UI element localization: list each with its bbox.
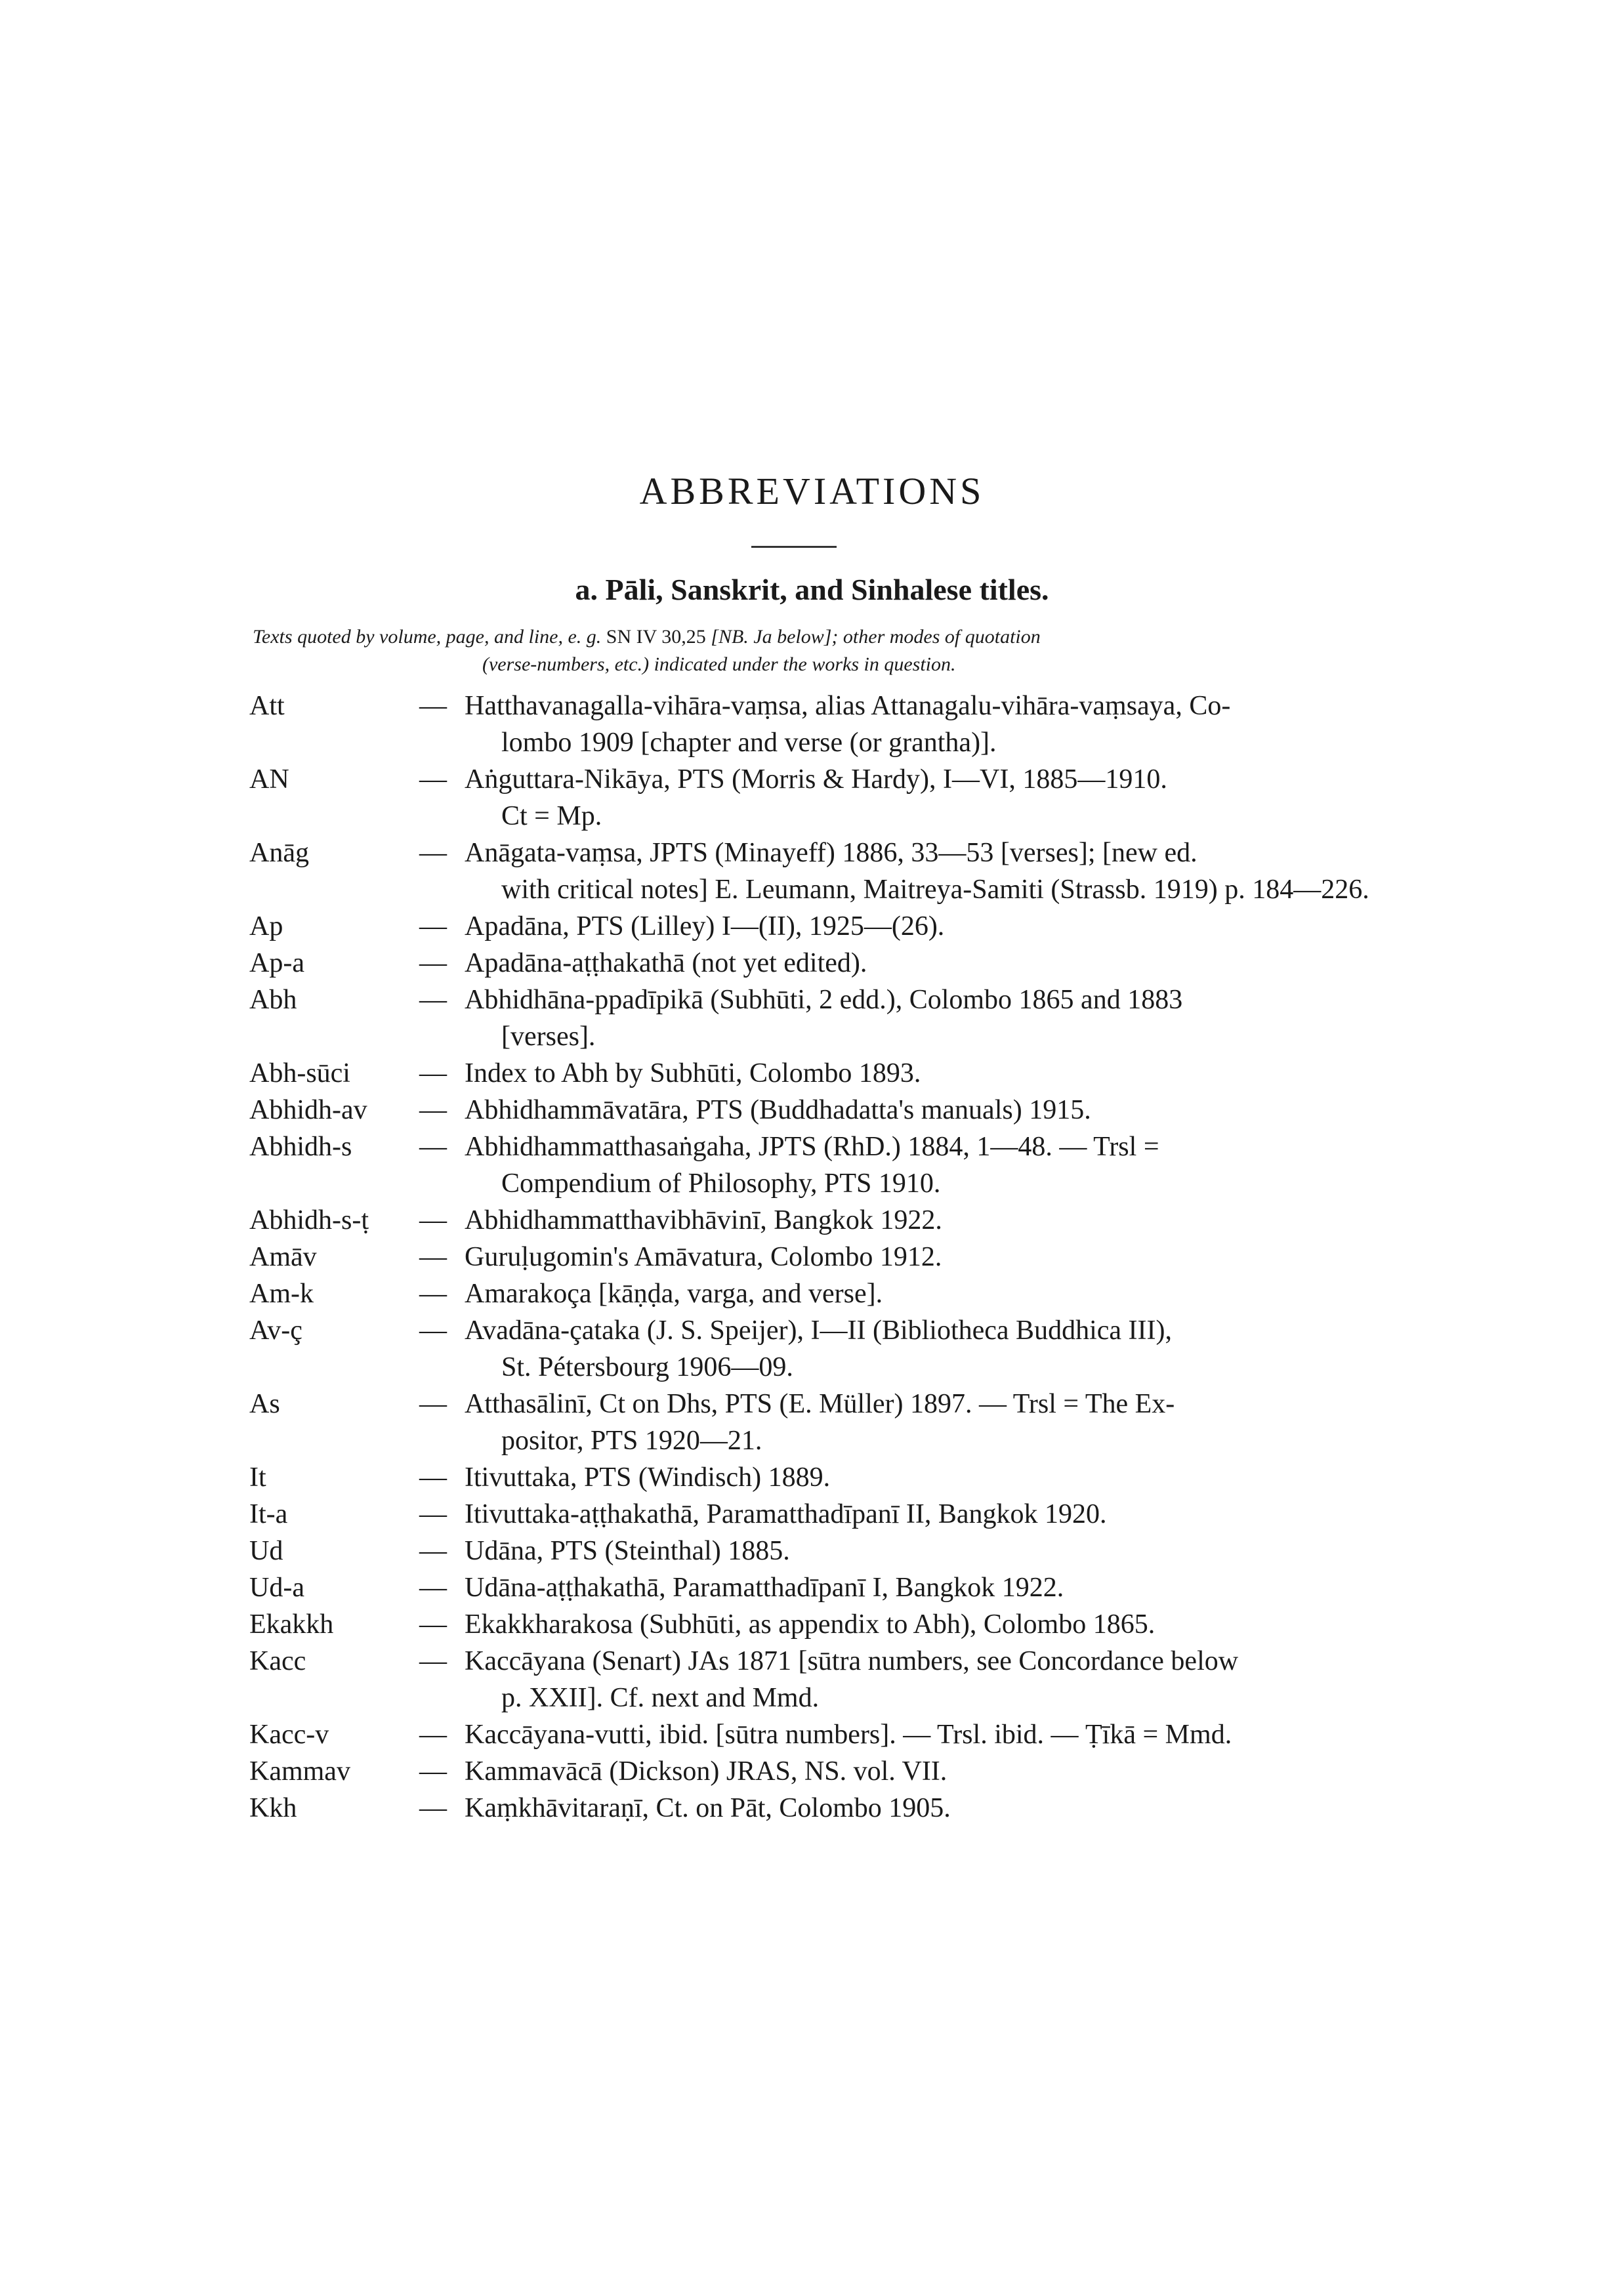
entry-abbreviation: Ekakkh bbox=[249, 1609, 334, 1640]
entry-description bbox=[465, 1055, 1404, 1092]
entry-abbreviation: Ud-a bbox=[249, 1573, 304, 1603]
page-title: ABBREVIATIONS bbox=[639, 470, 985, 512]
entry-description bbox=[465, 1239, 1404, 1275]
abbreviation-entry bbox=[249, 1716, 1404, 1753]
abbreviation-entry bbox=[249, 1496, 1404, 1533]
entry-text: Itivuttaka, PTS (Windisch) 1889. bbox=[465, 1462, 831, 1493]
abbreviation-entry bbox=[249, 1128, 1404, 1202]
abbreviation-entry bbox=[249, 908, 1404, 945]
entry-description bbox=[465, 1496, 1404, 1533]
entry-continuation: Compendium of Philosophy, PTS 1910. bbox=[501, 1168, 941, 1199]
entry-dash: — bbox=[419, 1756, 447, 1787]
abbreviation-entry bbox=[249, 1459, 1404, 1496]
entry-text: Abhidhāna-ppadīpikā (Subhūti, 2 edd.), Colombo 1865 and 1883 bbox=[465, 985, 1183, 1015]
entry-abbreviation: As bbox=[249, 1389, 280, 1419]
entry-abbreviation: Abhidh-s-ṭ bbox=[249, 1205, 369, 1235]
entry-dash: — bbox=[419, 1793, 447, 1823]
entry-text: Abhidhammatthavibhāvinī, Bangkok 1922. bbox=[465, 1205, 942, 1235]
entry-abbreviation: Ap-a bbox=[249, 948, 304, 978]
entry-description bbox=[465, 761, 1404, 835]
entry-text: Kammavācā (Dickson) JRAS, NS. vol. VII. bbox=[465, 1756, 947, 1787]
entry-description bbox=[465, 1716, 1404, 1753]
entry-continuation: [verses]. bbox=[501, 1022, 596, 1052]
entry-abbreviation: Av-ç bbox=[249, 1315, 302, 1346]
entry-description bbox=[465, 1275, 1404, 1312]
entry-description bbox=[465, 1569, 1404, 1606]
entry-description bbox=[465, 688, 1404, 761]
entry-description bbox=[465, 982, 1404, 1055]
entry-abbreviation: Ud bbox=[249, 1536, 283, 1566]
title-divider bbox=[751, 546, 837, 548]
entry-text: Kaccāyana-vutti, ibid. [sūtra numbers]. — Trsl. ibid. — Ṭīkā = Mmd. bbox=[465, 1720, 1232, 1750]
entry-dash: — bbox=[419, 1389, 447, 1419]
abbreviation-entry bbox=[249, 1239, 1404, 1275]
entry-description bbox=[465, 1202, 1404, 1239]
entry-abbreviation: Am-k bbox=[249, 1279, 314, 1309]
entry-dash: — bbox=[419, 764, 447, 795]
entry-dash: — bbox=[419, 985, 447, 1015]
entry-text: Amarakoça [kāṇḍa, varga, and verse]. bbox=[465, 1279, 883, 1309]
entry-description bbox=[465, 1533, 1404, 1569]
abbreviation-entry bbox=[249, 1790, 1404, 1827]
abbreviation-entry bbox=[249, 1533, 1404, 1569]
note-line1: Texts quoted by volume, page, and line, e. g. bbox=[253, 626, 606, 648]
abbreviation-entry bbox=[249, 1055, 1404, 1092]
entry-description bbox=[465, 1643, 1404, 1716]
entry-text: Index to Abh by Subhūti, Colombo 1893. bbox=[465, 1058, 921, 1088]
entry-abbreviation: Kacc-v bbox=[249, 1720, 329, 1750]
abbreviation-entry bbox=[249, 1386, 1404, 1459]
entry-abbreviation: Amāv bbox=[249, 1242, 317, 1272]
abbreviation-entry bbox=[249, 1092, 1404, 1128]
entry-text: Udāna, PTS (Steinthal) 1885. bbox=[465, 1536, 790, 1566]
abbreviation-entry bbox=[249, 1569, 1404, 1606]
entry-dash: — bbox=[419, 1499, 447, 1529]
entry-description bbox=[465, 1790, 1404, 1827]
entry-dash: — bbox=[419, 1242, 447, 1272]
entry-text: Kaṃkhāvitaraṇī, Ct. on Pāt, Colombo 1905. bbox=[465, 1793, 951, 1823]
entry-continuation: p. XXII]. Cf. next and Mmd. bbox=[501, 1683, 820, 1713]
entry-dash: — bbox=[419, 1279, 447, 1309]
entry-text: Abhidhammāvatāra, PTS (Buddhadatta's manuals) 1915. bbox=[465, 1095, 1091, 1125]
abbreviation-entry bbox=[249, 835, 1404, 908]
entry-dash: — bbox=[419, 911, 447, 941]
entry-dash: — bbox=[419, 1315, 447, 1346]
abbreviation-entry bbox=[249, 1275, 1404, 1312]
section-subtitle: a. Pāli, Sanskrit, and Sinhalese titles. bbox=[575, 573, 1049, 606]
entry-continuation: St. Pétersbourg 1906—09. bbox=[501, 1352, 793, 1382]
entry-dash: — bbox=[419, 1573, 447, 1603]
entry-dash: — bbox=[419, 838, 447, 868]
entry-continuation: Ct = Mp. bbox=[501, 801, 602, 831]
entry-description bbox=[465, 1459, 1404, 1496]
entry-description bbox=[465, 1753, 1404, 1790]
entry-description bbox=[465, 1128, 1404, 1202]
entry-abbreviation: Kacc bbox=[249, 1646, 306, 1676]
entry-abbreviation: Ap bbox=[249, 911, 283, 941]
abbreviation-list bbox=[249, 688, 1404, 1827]
abbreviation-entry bbox=[249, 1312, 1404, 1386]
entry-continuation: positor, PTS 1920—21. bbox=[501, 1426, 762, 1456]
entry-dash: — bbox=[419, 1058, 447, 1088]
entry-description bbox=[465, 1386, 1404, 1459]
abbreviation-entry bbox=[249, 982, 1404, 1055]
entry-dash: — bbox=[419, 1720, 447, 1750]
entry-dash: — bbox=[419, 1132, 447, 1162]
entry-dash: — bbox=[419, 948, 447, 978]
entry-description bbox=[465, 835, 1404, 908]
entry-text: Udāna-aṭṭhakathā, Paramatthadīpanī I, Bangkok 1922. bbox=[465, 1573, 1064, 1603]
entry-continuation: lombo 1909 [chapter and verse (or grantha)]. bbox=[501, 728, 997, 758]
abbreviation-entry bbox=[249, 1202, 1404, 1239]
note-example: SN IV 30,25 bbox=[606, 626, 706, 648]
entry-description bbox=[465, 1312, 1404, 1386]
entry-abbreviation: Kammav bbox=[249, 1756, 350, 1787]
entry-abbreviation: Anāg bbox=[249, 838, 309, 868]
abbreviation-entry bbox=[249, 1643, 1404, 1716]
entry-abbreviation: It-a bbox=[249, 1499, 288, 1529]
abbreviation-entry bbox=[249, 761, 1404, 835]
abbreviation-entry bbox=[249, 1606, 1404, 1643]
abbreviation-entry bbox=[249, 688, 1404, 761]
entry-text: Guruḷugomin's Amāvatura, Colombo 1912. bbox=[465, 1242, 942, 1272]
entry-abbreviation: Abh-sūci bbox=[249, 1058, 350, 1088]
entry-description bbox=[465, 908, 1404, 945]
entry-abbreviation: AN bbox=[249, 764, 289, 795]
entry-dash: — bbox=[419, 691, 447, 721]
entry-text: Kaccāyana (Senart) JAs 1871 [sūtra numbers, see Concordance below bbox=[465, 1646, 1239, 1676]
entry-dash: — bbox=[419, 1646, 447, 1676]
entry-dash: — bbox=[419, 1462, 447, 1493]
entry-abbreviation: Att bbox=[249, 691, 285, 721]
entry-text: Abhidhammatthasaṅgaha, JPTS (RhD.) 1884, 1—48. — Trsl = bbox=[465, 1132, 1159, 1162]
entry-description bbox=[465, 1606, 1404, 1643]
abbreviation-entry bbox=[249, 945, 1404, 982]
entry-text: Atthasālinī, Ct on Dhs, PTS (E. Müller) 1897. — Trsl = The Ex- bbox=[465, 1389, 1175, 1419]
note-line1-rest: [NB. Ja below]; other modes of quotation bbox=[705, 626, 1041, 648]
entry-text: Ekakkharakosa (Subhūti, as appendix to Abh), Colombo 1865. bbox=[465, 1609, 1156, 1640]
entry-text: Avadāna-çataka (J. S. Speijer), I—II (Bibliotheca Buddhica III), bbox=[465, 1315, 1172, 1346]
entry-text: Anāgata-vaṃsa, JPTS (Minayeff) 1886, 33—53 [verses]; [new ed. bbox=[465, 838, 1197, 868]
entry-dash: — bbox=[419, 1095, 447, 1125]
entry-dash: — bbox=[419, 1536, 447, 1566]
entry-abbreviation: Abhidh-s bbox=[249, 1132, 352, 1162]
entry-dash: — bbox=[419, 1609, 447, 1640]
entry-dash: — bbox=[419, 1205, 447, 1235]
entry-continuation: with critical notes] E. Leumann, Maitreya-Samiti (Strassb. 1919) p. 184—226. bbox=[501, 875, 1369, 905]
entry-abbreviation: Abh bbox=[249, 985, 297, 1015]
entry-abbreviation: Kkh bbox=[249, 1793, 297, 1823]
entry-abbreviation: Abhidh-av bbox=[249, 1095, 367, 1125]
entry-text: Apadāna, PTS (Lilley) I—(II), 1925—(26). bbox=[465, 911, 945, 941]
entry-description bbox=[465, 945, 1404, 982]
entry-text: Apadāna-aṭṭhakathā (not yet edited). bbox=[465, 948, 867, 978]
entry-text: Aṅguttara-Nikāya, PTS (Morris & Hardy), I—VI, 1885—1910. bbox=[465, 764, 1167, 795]
quotation-note bbox=[253, 623, 1394, 678]
entry-abbreviation: It bbox=[249, 1462, 266, 1493]
entry-text: Itivuttaka-aṭṭhakathā, Paramatthadīpanī II, Bangkok 1920. bbox=[465, 1499, 1107, 1529]
note-line2: (verse-numbers, etc.) indicated under the works in question. bbox=[482, 653, 956, 675]
entry-description bbox=[465, 1092, 1404, 1128]
abbreviation-entry bbox=[249, 1753, 1404, 1790]
entry-text: Hatthavanagalla-vihāra-vaṃsa, alias Attanagalu-vihāra-vaṃsaya, Co- bbox=[465, 691, 1231, 721]
